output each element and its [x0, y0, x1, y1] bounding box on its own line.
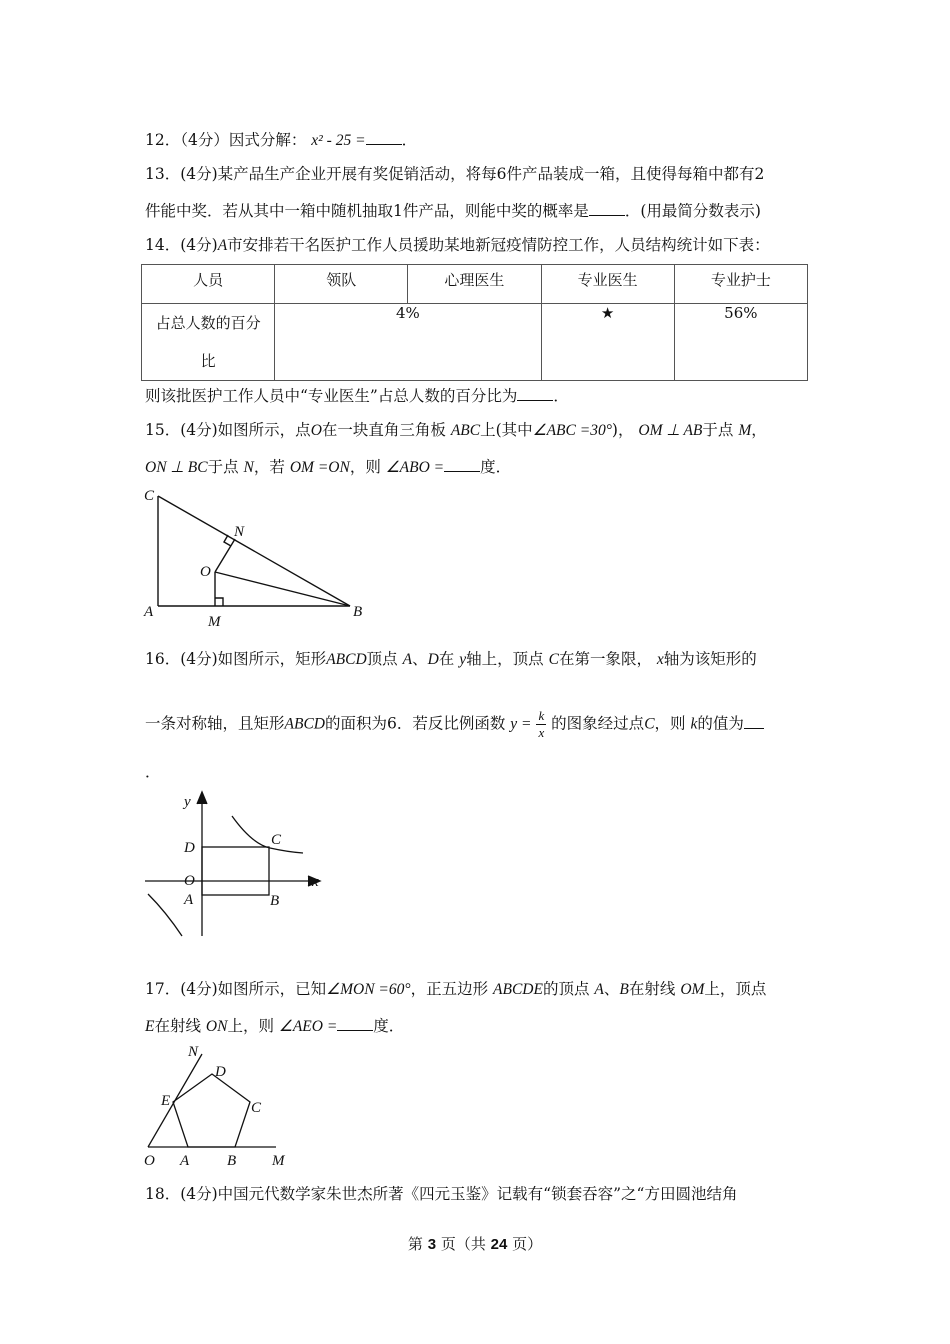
question-15-line2: ON ⊥ BC于点 N，若 OM =ON，则 ∠ABO = 度． — [145, 458, 512, 476]
hyperbola-branch-q3 — [148, 894, 182, 936]
table-row-label: 占总人数的百分 比 — [142, 304, 275, 381]
question-13-line2: 件能中奖．若从其中一箱中随机抽取1件产品，则能中奖的概率是 ．(用最简分数表示) — [145, 202, 761, 220]
label-o: O — [200, 564, 211, 580]
segment-on — [215, 539, 235, 572]
question-16-line1: 16．(4分)如图所示，矩形ABCD顶点 A、D在 y轴上，顶点 C在第一象限， x轴为该矩形的 — [145, 650, 757, 668]
table-cell: 56% — [674, 304, 807, 381]
label-b: B — [227, 1153, 237, 1169]
label-y: y — [184, 794, 191, 810]
question-16-line3: ． — [145, 763, 161, 781]
label-n: N — [188, 1044, 199, 1060]
triangle-figure — [140, 484, 380, 634]
label-c: C — [271, 832, 282, 848]
page-footer: 第 3 页（共 24 页） — [407, 1235, 543, 1253]
label-a: A — [144, 604, 154, 620]
answer-blank — [366, 130, 402, 145]
label-m: M — [208, 614, 221, 630]
table-header-cell: 专业护士 — [674, 265, 807, 304]
label-o: O — [184, 873, 195, 889]
answer-blank — [589, 201, 625, 216]
table-cell: 4% — [275, 304, 541, 381]
question-12: 12．（4分）因式分解： x² - 25 = ． — [145, 131, 418, 149]
answer-blank — [744, 714, 764, 729]
label-b: B — [270, 893, 280, 909]
label-o: O — [144, 1153, 155, 1169]
segment-ob — [215, 572, 350, 606]
table-header-row — [142, 265, 808, 304]
table-header-cell: 专业医生 — [541, 265, 674, 304]
label-n: N — [234, 524, 245, 540]
q12-expression: x² - 25 = — [311, 132, 366, 149]
question-16-line2: 一条对称轴，且矩形ABCD的面积为6．若反比例函数 y = $\frac{k}{x}$ 的图象经过点C，则 k的值为 — [145, 708, 764, 741]
fraction-k-over-x: $\frac{k}{x}$ — [538, 708, 545, 740]
answer-blank — [517, 386, 553, 401]
label-c: C — [251, 1100, 262, 1116]
staff-structure-table — [141, 264, 808, 381]
label-c: C — [144, 488, 155, 504]
pentagon-figure — [140, 1040, 300, 1172]
label-a: A — [180, 1153, 190, 1169]
question-17-line2: E在射线 ON上，则 ∠AEO = 度． — [145, 1017, 405, 1035]
question-13-line1: 13．(4分)某产品生产企业开展有奖促销活动，将每6件产品装成一箱，且使得每箱中都有2 — [145, 165, 765, 183]
table-header-cell: 心理医生 — [408, 265, 541, 304]
table-row — [142, 304, 808, 381]
label-d: D — [184, 840, 195, 856]
label-m: M — [272, 1153, 285, 1169]
table-cell-star: ★ — [541, 304, 674, 381]
page-number: 3 — [427, 1236, 437, 1253]
label-a: A — [184, 892, 194, 908]
rectangle-abcd — [202, 847, 269, 895]
answer-blank — [444, 457, 480, 472]
table-header-cell: 领队 — [275, 265, 408, 304]
y-axis-arrow — [197, 792, 207, 804]
question-14-line1: 14．(4分)A市安排若干名医护工作人员援助某地新冠疫情防控工作，人员结构统计如下表： — [145, 236, 770, 254]
question-18-line1: 18．(4分)中国元代数学家朱世杰所著《四元玉鉴》记载有“锁套吞容”之“方田圆池结角 — [145, 1185, 738, 1203]
right-angle-mark-m — [215, 598, 223, 606]
question-15-line1: 15．(4分)如图所示，点O在一块直角三角板 ABC上(其中∠ABC =30°)， OM ⊥ AB于点 M， — [145, 421, 767, 439]
answer-blank — [337, 1016, 373, 1031]
label-x: x — [312, 874, 319, 890]
label-b: B — [353, 604, 363, 620]
rectangle-hyperbola-figure — [140, 786, 340, 946]
question-17-line1: 17．(4分)如图所示，已知∠MON =60°，正五边形 ABCDE的顶点 A、B在射线 OM上，顶点 — [145, 980, 767, 998]
question-14-after: 则该批医护工作人员中“专业医生”占总人数的百分比为 ． — [145, 387, 569, 405]
segment-cb — [158, 496, 350, 606]
page-total: 24 — [490, 1236, 508, 1253]
label-e: E — [161, 1093, 171, 1109]
label-d: D — [215, 1064, 226, 1080]
table-header-cell: 人员 — [142, 265, 275, 304]
